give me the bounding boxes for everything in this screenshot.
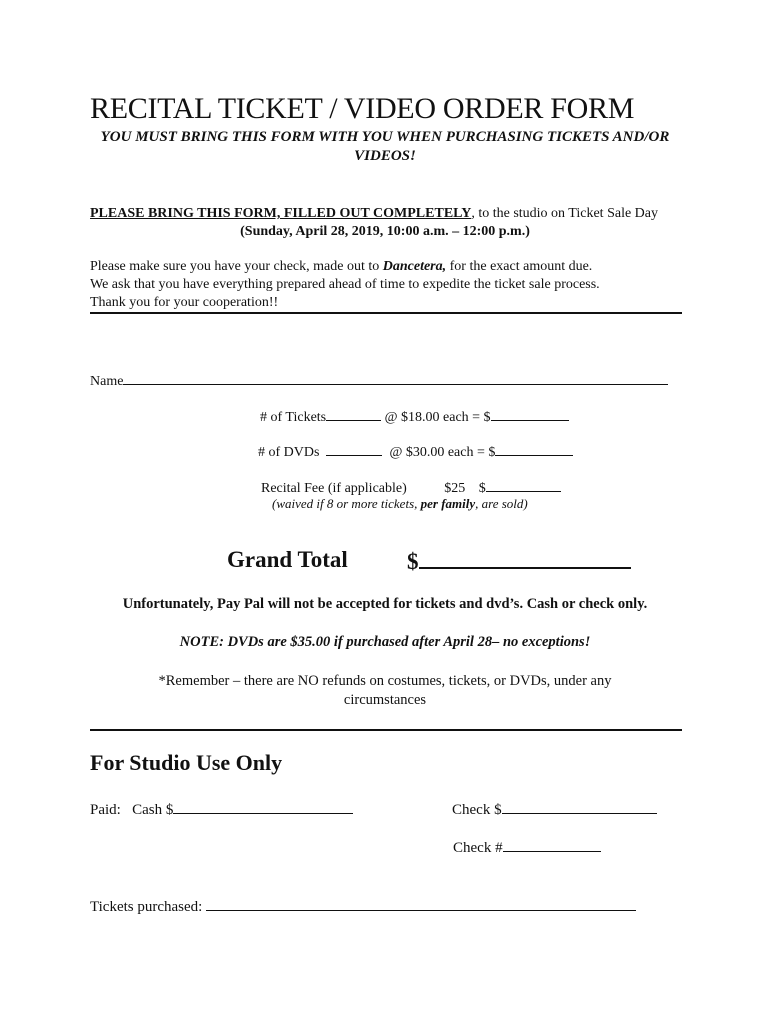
grand-total-field[interactable] xyxy=(407,547,631,575)
tickets-label: # of Tickets xyxy=(260,410,327,425)
dvds-price: @ $30.00 each = $ xyxy=(389,445,496,460)
bring-form-rest: , to the studio on Ticket Sale Day xyxy=(471,206,658,221)
fee-amount: $25 xyxy=(444,481,466,496)
fee-label: Recital Fee (if applicable) xyxy=(261,481,407,496)
name-label: Name xyxy=(90,374,124,389)
tickets-purchased-field[interactable] xyxy=(90,897,690,916)
check-amount-label: Check $ xyxy=(452,802,502,818)
cash-blank[interactable] xyxy=(173,800,353,814)
check-prefix: Please make sure you have your check, made out to xyxy=(90,259,383,274)
refund-note: *Remember – there are NO refunds on costumes, tickets, or DVDs, under any circumstances xyxy=(158,673,612,708)
dvd-price-note: NOTE: DVDs are $35.00 if purchased after April 28– no exceptions! xyxy=(179,634,591,650)
paypal-note: Unfortunately, Pay Pal will not be accepted for tickets and dvd’s. Cash or check only. xyxy=(122,596,648,612)
check-instruction xyxy=(90,258,690,276)
name-blank[interactable] xyxy=(123,371,668,385)
paid-label: Paid: xyxy=(90,802,121,818)
grand-total-label: Grand Total xyxy=(227,547,348,572)
tickets-amount-blank[interactable] xyxy=(491,407,569,421)
prepared-instruction: We ask that you have everything prepared ahead of time to expedite the ticket sale process. xyxy=(90,277,600,292)
tickets-price: @ $18.00 each = $ xyxy=(384,410,491,425)
sale-date-line: (Sunday, April 28, 2019, 10:00 a.m. – 12:00 p.m.) xyxy=(240,224,530,239)
tickets-count-blank[interactable] xyxy=(326,407,381,421)
waiver-bold: per family xyxy=(420,496,476,511)
payee-name: Dancetera, xyxy=(382,259,447,274)
name-field[interactable] xyxy=(90,371,690,391)
dvds-field[interactable] xyxy=(258,442,658,462)
dvds-count-blank[interactable] xyxy=(326,442,382,456)
check-number-blank[interactable] xyxy=(503,838,601,852)
check-amount-field[interactable] xyxy=(452,800,682,819)
check-amount-blank[interactable] xyxy=(502,800,657,814)
form-subtitle: YOU MUST BRING THIS FORM WITH YOU WHEN PURCHASING TICKETS AND/OR VIDEOS! xyxy=(100,129,670,164)
studio-use-heading: For Studio Use Only xyxy=(90,750,283,775)
grand-total-blank[interactable] xyxy=(419,547,631,569)
bring-form-line xyxy=(90,205,690,223)
cash-paid-field[interactable] xyxy=(90,800,390,819)
waiver-prefix: (waived if 8 or more tickets, xyxy=(272,496,421,511)
check-number-label: Check # xyxy=(453,840,503,856)
form-title: RECITAL TICKET / VIDEO ORDER FORM xyxy=(90,92,635,125)
thanks-line: Thank you for your cooperation!! xyxy=(90,295,279,310)
check-number-field[interactable] xyxy=(453,838,683,857)
cash-label: Cash $ xyxy=(132,802,174,818)
check-suffix: for the exact amount due. xyxy=(446,259,593,274)
bring-form-bold: PLEASE BRING THIS FORM, FILLED OUT COMPLETELY xyxy=(90,206,472,221)
section-divider-top xyxy=(90,312,682,314)
tickets-field[interactable] xyxy=(260,407,660,427)
fee-waiver-note xyxy=(272,495,672,513)
dvds-label: # of DVDs xyxy=(258,445,320,460)
fee-blank[interactable] xyxy=(486,478,561,492)
section-divider-bottom xyxy=(90,729,682,731)
grand-total-dollar: $ xyxy=(407,549,419,574)
fee-dollar: $ xyxy=(478,481,486,496)
tickets-purchased-blank[interactable] xyxy=(206,897,636,911)
waiver-suffix: , are sold) xyxy=(475,496,528,511)
dvds-amount-blank[interactable] xyxy=(495,442,573,456)
tickets-purchased-label: Tickets purchased: xyxy=(90,899,203,915)
